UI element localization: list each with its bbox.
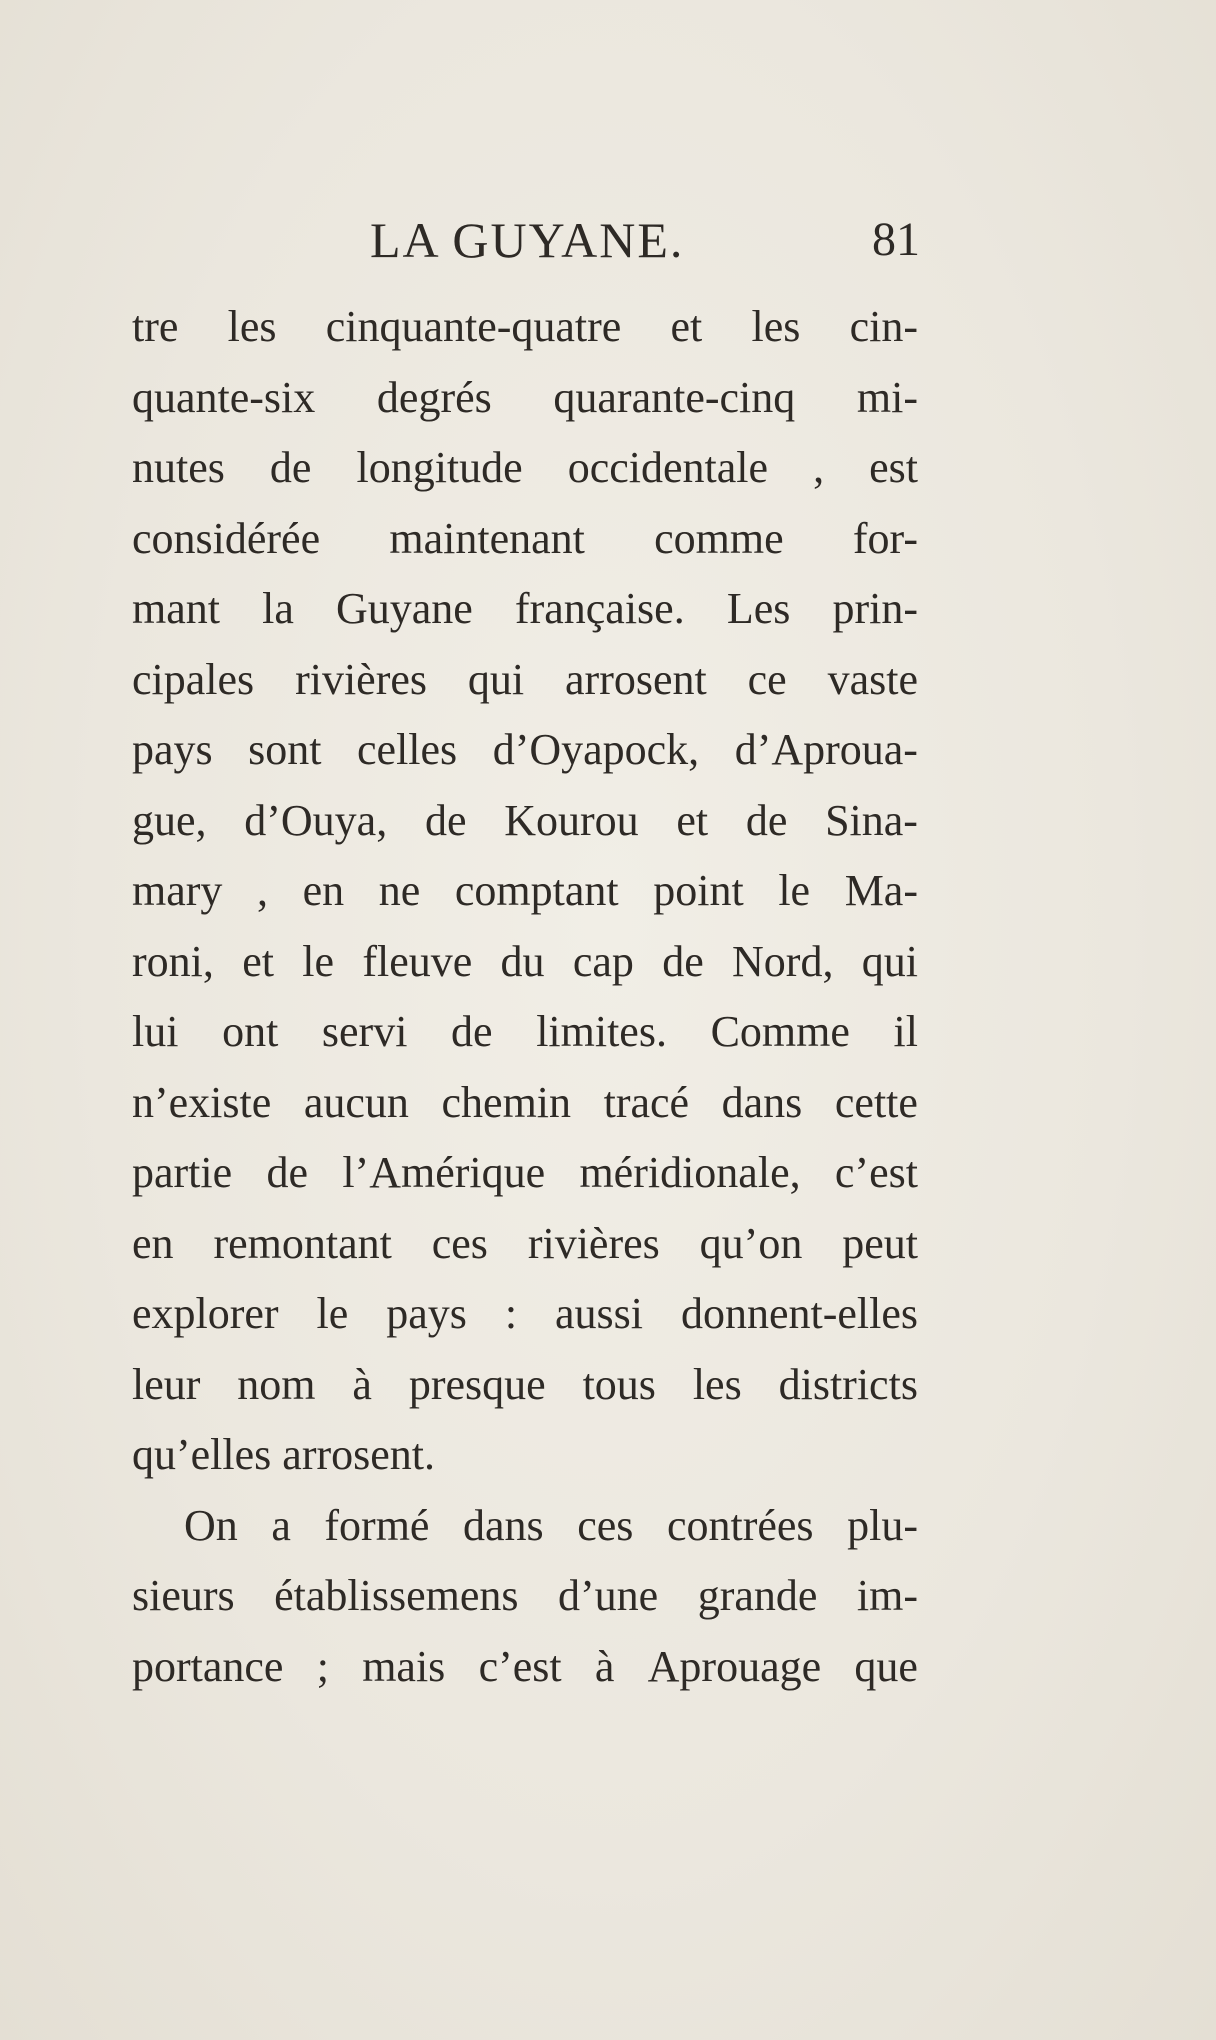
word: et (242, 936, 274, 986)
word: a (271, 1500, 291, 1550)
text-line (132, 1138, 918, 1209)
word: cipales (132, 654, 255, 704)
word: qu’on (699, 1218, 803, 1268)
word: de (745, 795, 788, 845)
text-line: qu’elles arrosent. (132, 1430, 435, 1479)
word: tous (582, 1359, 656, 1409)
word: Aprouage (647, 1641, 822, 1691)
word: : (504, 1289, 518, 1338)
paragraph (132, 1491, 918, 1703)
word: maintenant (389, 513, 585, 563)
word: ne (378, 866, 421, 915)
word: sont (248, 725, 322, 774)
word: cin- (849, 302, 918, 351)
word: comme (654, 513, 784, 563)
word: l’Amérique (342, 1148, 546, 1197)
word: chemin (441, 1077, 572, 1127)
text-line (132, 504, 918, 575)
word: leur (132, 1359, 201, 1409)
text-line (132, 927, 918, 998)
text-line (132, 433, 918, 504)
word: que (854, 1641, 918, 1691)
word: Comme (710, 1007, 850, 1056)
body-text (132, 292, 918, 1702)
word: ces (577, 1500, 634, 1550)
word: ces (431, 1218, 488, 1268)
word: celles (357, 725, 458, 774)
running-title: LA GUYANE. (370, 212, 685, 268)
word: formé (324, 1500, 430, 1550)
word: quante-six (132, 372, 316, 422)
word: et (670, 302, 703, 351)
word: contrées (666, 1500, 814, 1550)
word: ont (222, 1007, 279, 1056)
word: qui (861, 936, 918, 986)
text-line (132, 1491, 918, 1562)
word: cap (572, 936, 634, 986)
word: mi- (856, 372, 918, 422)
word: française. (514, 584, 685, 633)
word: la (262, 584, 294, 633)
word: et (676, 795, 709, 845)
word: nom (237, 1359, 316, 1409)
word: rivières (295, 654, 427, 704)
word: les (751, 302, 801, 351)
word: nutes (132, 443, 225, 492)
word: limites. (536, 1007, 667, 1056)
word: plu- (847, 1500, 918, 1550)
word: point (653, 866, 744, 915)
running-head (130, 205, 920, 275)
word: tracé (603, 1077, 690, 1127)
text-line (132, 292, 918, 363)
word: Guyane (335, 584, 473, 633)
word: le (316, 1289, 349, 1338)
word: à (352, 1359, 372, 1409)
word: Sina- (825, 795, 918, 845)
text-line (132, 574, 918, 645)
word: roni, (132, 936, 214, 986)
word: les (227, 302, 277, 351)
word: servi (321, 1007, 408, 1056)
text-line (132, 856, 918, 927)
text-line (132, 1068, 918, 1139)
word: dans (721, 1077, 803, 1127)
word: , (813, 443, 825, 492)
word: rivières (527, 1218, 660, 1268)
text-line (132, 786, 918, 857)
word: arrosent (565, 654, 707, 704)
word: est (869, 443, 918, 492)
word: ; (316, 1641, 329, 1691)
word: peut (842, 1218, 918, 1268)
word: qui (467, 654, 525, 704)
word: vaste (827, 654, 918, 704)
text-line (132, 997, 918, 1068)
word: im- (856, 1571, 918, 1620)
word: longitude (356, 443, 523, 492)
word: de (662, 936, 704, 986)
word: d’Oyapock, (492, 725, 700, 774)
word: Nord, (732, 936, 834, 986)
word: partie (132, 1148, 233, 1197)
word: lui (132, 1007, 179, 1056)
word: mais (362, 1641, 446, 1691)
word: On (184, 1500, 238, 1550)
word: ce (747, 654, 787, 704)
text-line (132, 1279, 918, 1350)
word: prin- (832, 584, 918, 633)
word: districts (778, 1359, 918, 1409)
word: n’existe (132, 1077, 272, 1127)
word: explorer (132, 1289, 279, 1338)
text-line (132, 1561, 918, 1632)
word: for- (852, 513, 918, 563)
word: fleuve (362, 936, 473, 986)
word: aussi (555, 1289, 643, 1338)
word: Les (726, 584, 791, 633)
word: de (424, 795, 467, 845)
word: dans (463, 1500, 544, 1550)
word: Kourou (504, 795, 639, 845)
word: d’une (558, 1571, 659, 1620)
word: quarante-cinq (553, 372, 796, 422)
paragraph (132, 292, 918, 1491)
word: d’Aproua- (734, 725, 918, 774)
word: tre (132, 302, 179, 351)
word: aucun (303, 1077, 409, 1127)
word: les (692, 1359, 742, 1409)
word: donnent-elles (680, 1289, 918, 1338)
word: en (132, 1218, 174, 1268)
word: degrés (376, 372, 492, 422)
word: le (778, 866, 811, 915)
text-line (132, 363, 918, 434)
word: le (302, 936, 335, 986)
word: c’est (834, 1148, 918, 1197)
word: sieurs (132, 1571, 235, 1620)
word: de (451, 1007, 493, 1056)
word: cinquante-quatre (325, 302, 622, 351)
word: , (257, 866, 269, 915)
text-line (132, 1632, 918, 1703)
word: il (893, 1007, 918, 1056)
word: à (594, 1641, 615, 1691)
text-line (132, 645, 918, 716)
word: comptant (454, 866, 619, 915)
word: portance (132, 1641, 284, 1691)
word: c’est (478, 1641, 562, 1691)
page-number: 81 (872, 213, 920, 266)
word: établissemens (274, 1571, 519, 1620)
word: cette (834, 1077, 918, 1127)
word: mary (132, 866, 223, 915)
word: de (266, 1148, 309, 1197)
word: pays (132, 725, 213, 774)
word: de (269, 443, 312, 492)
word: Ma- (844, 866, 918, 915)
text-line (132, 1209, 918, 1280)
word: mant (132, 584, 220, 633)
word: grande (697, 1571, 818, 1620)
word: remontant (213, 1218, 392, 1268)
word: d’Ouya, (244, 795, 388, 845)
text-line (132, 715, 918, 786)
word: considérée (132, 513, 321, 563)
word: méridionale, (579, 1148, 801, 1197)
word: pays (386, 1289, 467, 1338)
word: du (500, 936, 545, 986)
word: presque (408, 1359, 546, 1409)
word: en (302, 866, 345, 915)
word: gue, (132, 795, 207, 845)
text-line (132, 1350, 918, 1421)
word: occidentale (567, 443, 769, 492)
